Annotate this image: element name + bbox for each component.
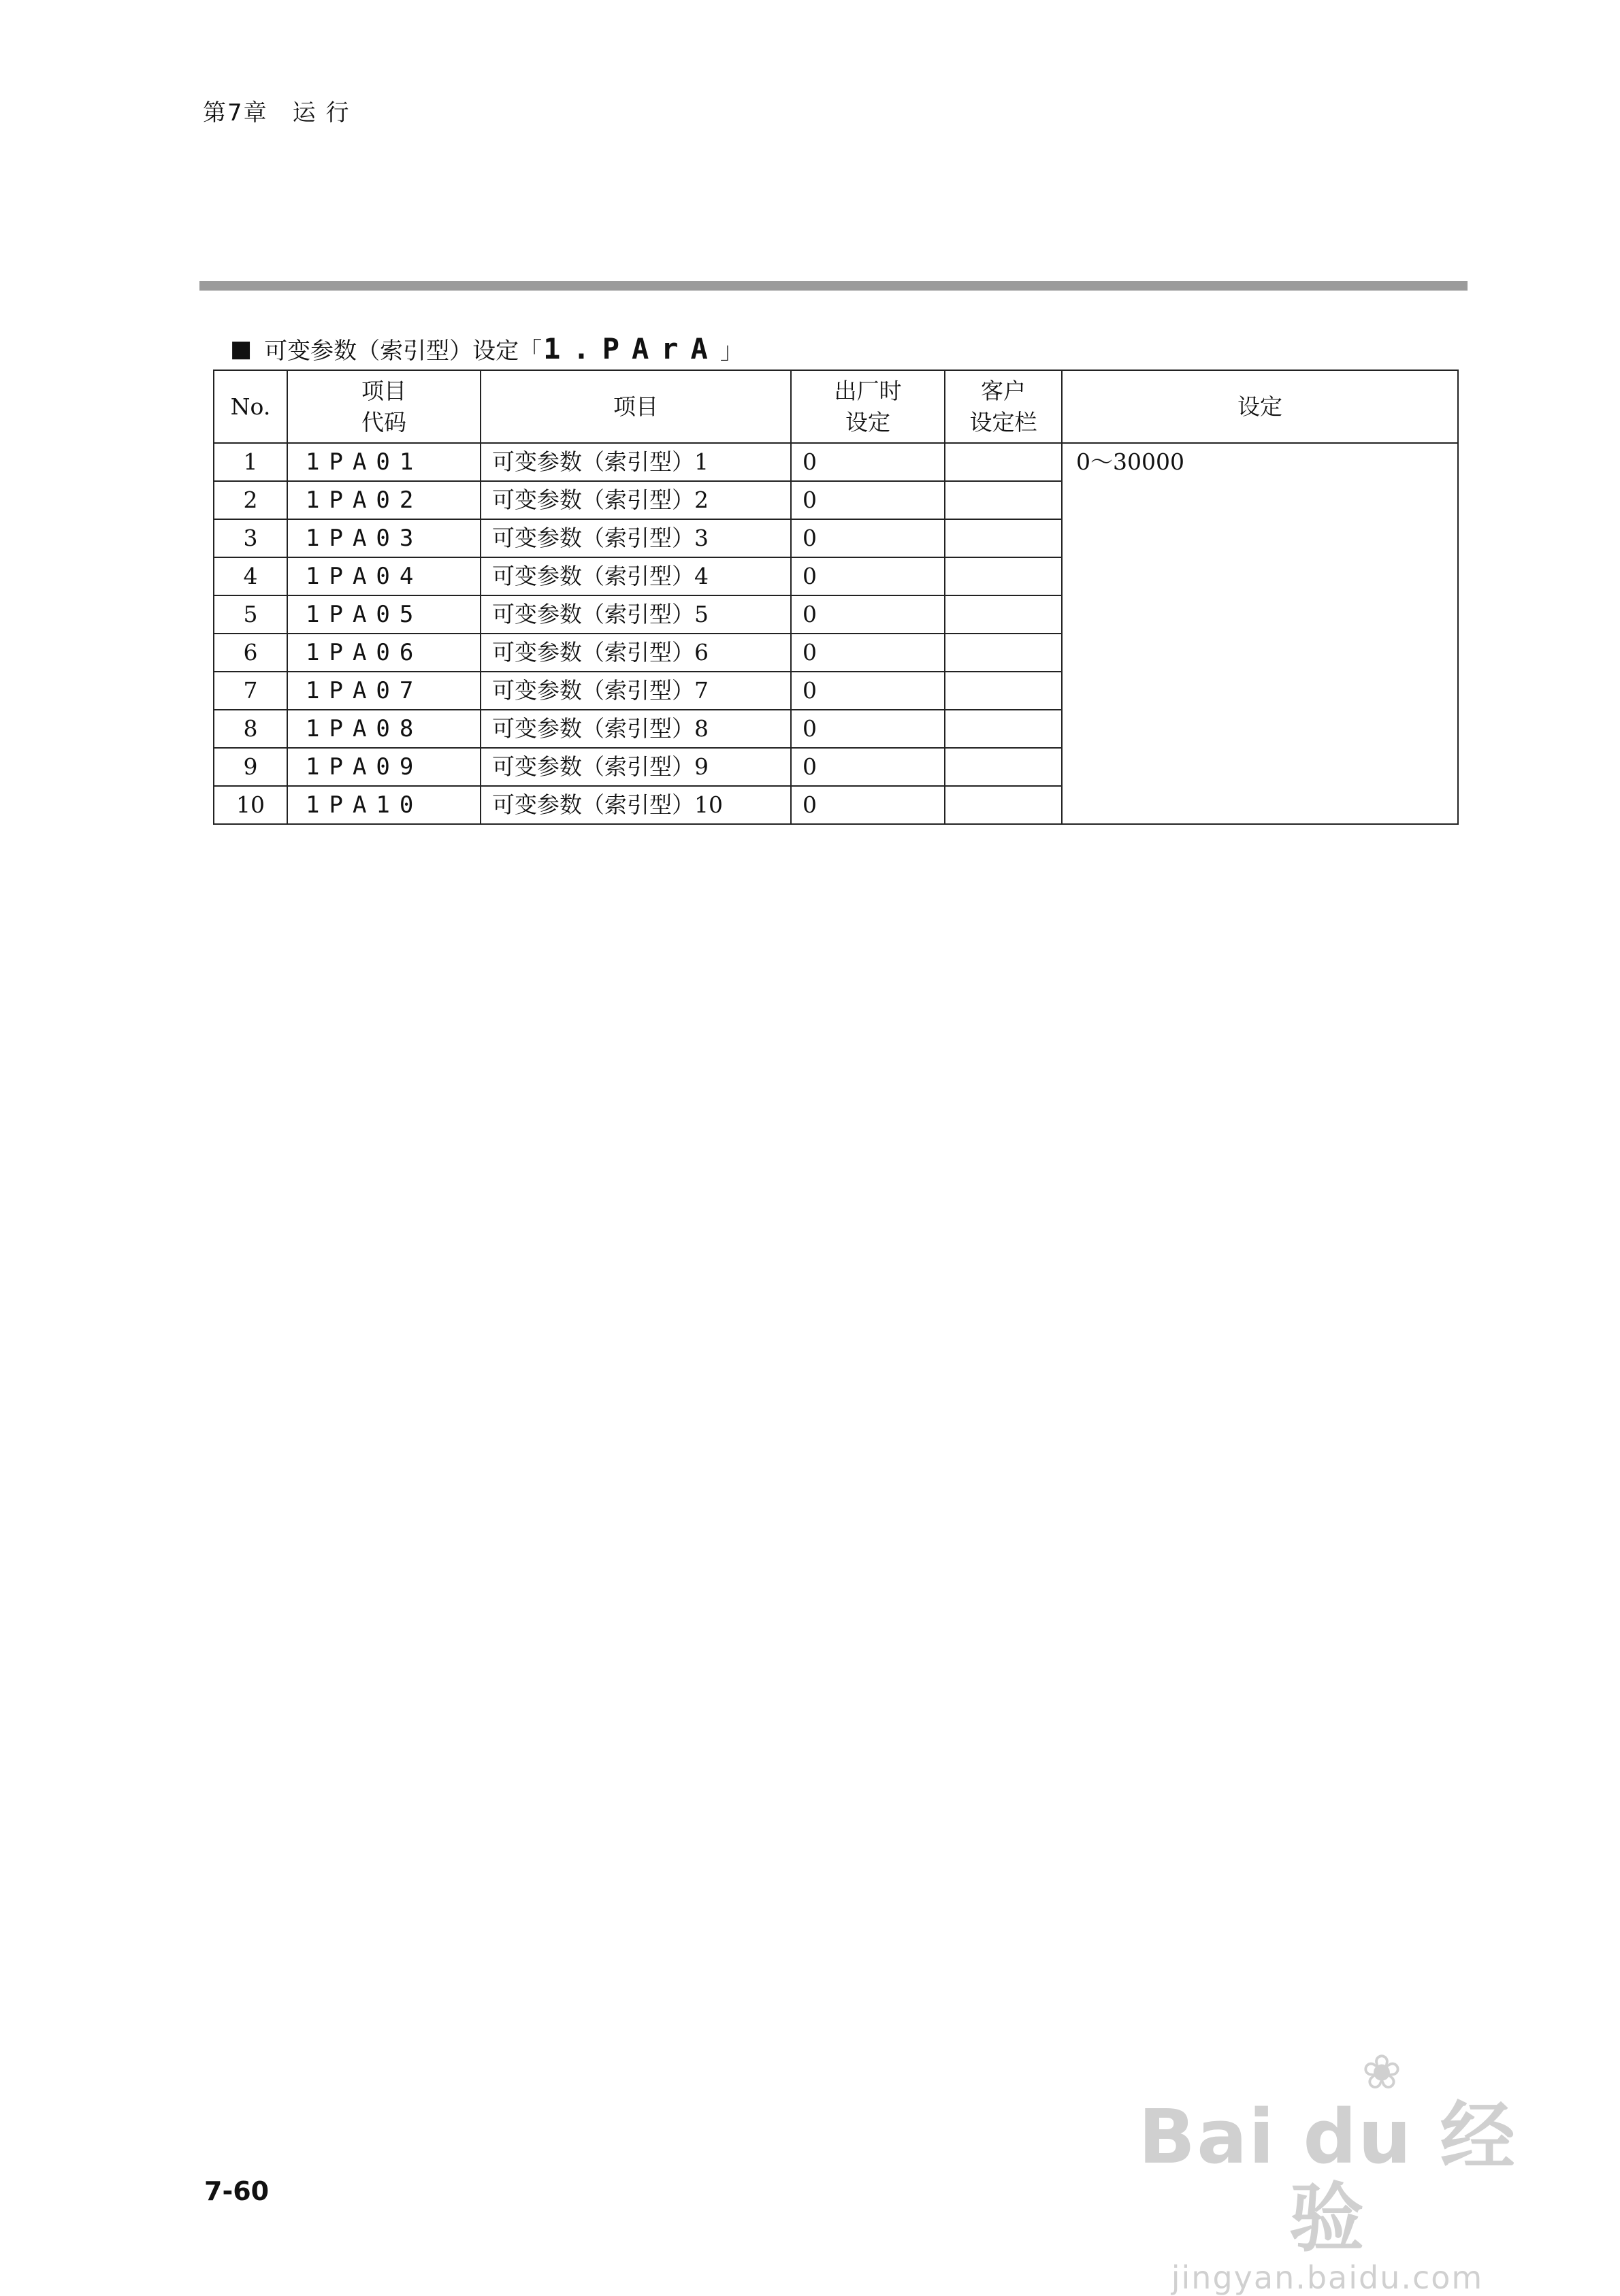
cell-item: 可变参数（索引型）9 [481, 748, 791, 786]
cell-code: 1PA08 [287, 710, 481, 748]
section-title [230, 332, 743, 365]
section-title-text: 可变参数（索引型）设定 [264, 338, 519, 365]
cell-no: 3 [214, 519, 287, 557]
cell-code: 1PA02 [287, 481, 481, 519]
header-setting: 设定 [1062, 370, 1458, 443]
cell-code: 1PA10 [287, 786, 481, 824]
header-factory-setting: 出厂时 设定 [791, 370, 945, 443]
cell-customer [945, 443, 1062, 481]
cell-factory: 0 [791, 443, 945, 481]
cell-item: 可变参数（索引型）7 [481, 672, 791, 710]
cell-factory: 0 [791, 557, 945, 595]
cell-code: 1PA07 [287, 672, 481, 710]
section-segment-code: 1.PArA [543, 332, 720, 365]
paw-icon: ❀ [1361, 2044, 1402, 2100]
cell-no: 7 [214, 672, 287, 710]
watermark-url: jingyan.baidu.com [1171, 2259, 1484, 2296]
cell-customer [945, 634, 1062, 672]
cell-factory: 0 [791, 634, 945, 672]
cell-setting-range: 0～30000 [1062, 443, 1458, 824]
cell-no: 10 [214, 786, 287, 824]
header-item: 项目 [481, 370, 791, 443]
cell-item: 可变参数（索引型）4 [481, 557, 791, 595]
open-quote: 「 [519, 338, 542, 365]
cell-item: 可变参数（索引型）3 [481, 519, 791, 557]
cell-factory: 0 [791, 595, 945, 634]
cell-no: 9 [214, 748, 287, 786]
cell-code: 1PA03 [287, 519, 481, 557]
cell-factory: 0 [791, 481, 945, 519]
cell-no: 5 [214, 595, 287, 634]
parameter-table [213, 370, 1459, 825]
cell-customer [945, 557, 1062, 595]
cell-no: 1 [214, 443, 287, 481]
table-header-row [214, 370, 1458, 443]
cell-customer [945, 519, 1062, 557]
cell-factory: 0 [791, 748, 945, 786]
chapter-header: 第7章 运 行 [203, 99, 351, 127]
page-number: 7-60 [204, 2176, 270, 2206]
cell-code: 1PA09 [287, 748, 481, 786]
cell-item: 可变参数（索引型）10 [481, 786, 791, 824]
cell-customer [945, 710, 1062, 748]
cell-no: 6 [214, 634, 287, 672]
cell-no: 2 [214, 481, 287, 519]
cell-no: 8 [214, 710, 287, 748]
header-rule [199, 281, 1468, 291]
cell-item: 可变参数（索引型）2 [481, 481, 791, 519]
header-code: 项目 代码 [287, 370, 481, 443]
cell-factory: 0 [791, 710, 945, 748]
cell-customer [945, 595, 1062, 634]
cell-customer [945, 786, 1062, 824]
cell-factory: 0 [791, 786, 945, 824]
cell-no: 4 [214, 557, 287, 595]
cell-customer [945, 672, 1062, 710]
cell-item: 可变参数（索引型）6 [481, 634, 791, 672]
bullet-square-icon: ■ [230, 335, 253, 363]
watermark-brand: Bai du 经验 [1138, 2093, 1517, 2262]
cell-code: 1PA04 [287, 557, 481, 595]
cell-item: 可变参数（索引型）5 [481, 595, 791, 634]
cell-customer [945, 748, 1062, 786]
cell-item: 可变参数（索引型）8 [481, 710, 791, 748]
cell-customer [945, 481, 1062, 519]
baidu-jingyan-watermark [1130, 2044, 1525, 2296]
cell-item: 可变参数（索引型）1 [481, 443, 791, 481]
table-row [214, 443, 1458, 481]
cell-code: 1PA01 [287, 443, 481, 481]
header-customer-setting: 客户 设定栏 [945, 370, 1062, 443]
cell-code: 1PA06 [287, 634, 481, 672]
close-quote: 」 [719, 338, 743, 365]
cell-factory: 0 [791, 519, 945, 557]
cell-factory: 0 [791, 672, 945, 710]
cell-code: 1PA05 [287, 595, 481, 634]
header-no: No. [214, 370, 287, 443]
